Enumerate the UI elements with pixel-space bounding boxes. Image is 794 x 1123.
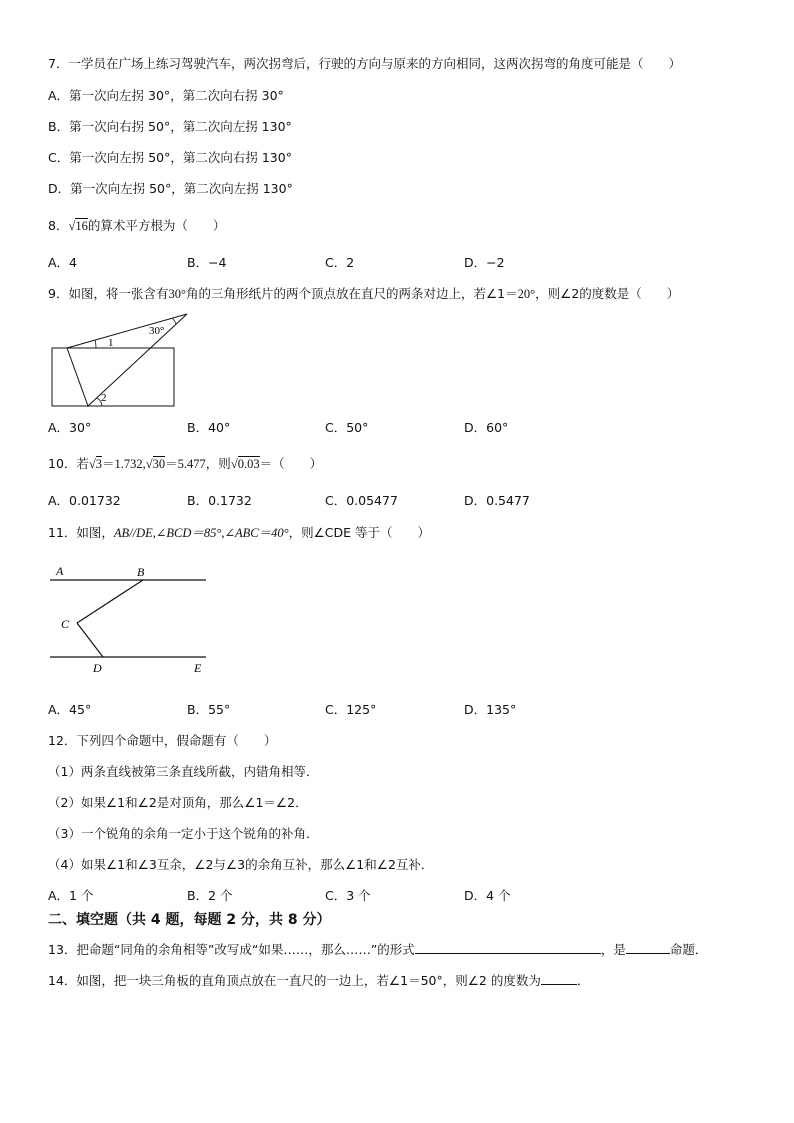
q8-option-b: B．−4 [187, 255, 227, 270]
radical-sign-icon: √ [88, 457, 96, 471]
q9-angle30-arc [172, 318, 176, 324]
q13-text-c: 命题． [669, 942, 708, 957]
section-title-fill-in: 二、填空题（共 4 题，每题 2 分，共 8 分） [48, 912, 331, 928]
q9-triangle [67, 314, 187, 406]
radical-sign-icon: √ [68, 219, 76, 233]
q10-radicand-3: 0.03 [237, 457, 260, 471]
q9-option-b: B．40° [187, 420, 231, 435]
q9-figure [48, 310, 198, 410]
q12-item-4: （4）如果∠1和∠3互余，∠2与∠3的余角互补，那么∠1和∠2互补． [48, 857, 434, 872]
q11-option-b: B．55° [187, 702, 231, 717]
q9-label-30: 30° [149, 325, 165, 337]
q9-option-a: A．30° [48, 420, 92, 435]
q11-figure [48, 560, 218, 680]
q13-answer-blank-2[interactable] [626, 941, 670, 954]
q10-sqrt-3 [231, 456, 260, 471]
q12-option-c: C．3 个 [325, 888, 371, 903]
q12-item-1: （1）两条直线被第三条直线所截，内错角相等． [48, 764, 319, 779]
q9-stem [48, 286, 679, 302]
q12-item-3: （3）一个锐角的余角一定小于这个锐角的补角． [48, 826, 319, 841]
q12-option-a: A．1 个 [48, 888, 94, 903]
q7-stem: 7．一学员在广场上练习驾驶汽车，两次拐弯后，行驶的方向与原来的方向相同，这两次拐弯的角度可能是（ ） [48, 56, 681, 71]
q11-label-c: C [61, 617, 70, 631]
q11-label-e: E [194, 661, 202, 675]
q8-stem [48, 218, 225, 234]
q10-option-c: C．0.05477 [325, 493, 398, 508]
q9-label-2: 2 [101, 392, 107, 404]
q14-stem [48, 972, 589, 989]
q10-value-1: ＝1.732, [102, 457, 146, 471]
q9-stem-b: 30° [168, 287, 186, 301]
radical-sign-icon: √ [145, 457, 153, 471]
q8-sqrt [68, 218, 87, 233]
q10-radicand-2: 30 [152, 457, 166, 471]
q10-tail: ＝（ ） [259, 456, 323, 471]
q9-angle1-arc [95, 340, 96, 348]
q11-option-d: D．135° [464, 702, 517, 717]
q10-radicand-1: 3 [95, 457, 103, 471]
q11-label-b: B [137, 565, 145, 579]
q9-label-1: 1 [108, 337, 114, 349]
q8-option-a: A．4 [48, 255, 78, 270]
q11-segment-bc [77, 580, 143, 623]
q10-stem [48, 456, 322, 472]
q11-suffix: ，则∠CDE 等于（ ） [288, 525, 431, 540]
q13-answer-blank-1[interactable] [415, 941, 601, 954]
q9-stem-d: 20° [517, 287, 536, 301]
q14-text-b: ． [576, 973, 590, 988]
q11-option-c: C．125° [325, 702, 377, 717]
q14-answer-blank[interactable] [541, 972, 577, 985]
q11-option-a: A．45° [48, 702, 92, 717]
q11-condition: AB//DE,∠BCD＝85°,∠ABC＝40° [113, 526, 289, 540]
q9-stem-c: 角的三角形纸片的两个顶点放在直尺的两条对边上，若∠1＝ [185, 286, 518, 301]
q13-text-b: ，是 [600, 942, 626, 957]
q12-stem: 12．下列四个命题中，假命题有（ ） [48, 733, 277, 748]
q9-option-c: C．50° [325, 420, 369, 435]
q7-option-c: C．第一次向左拐 50°，第二次向右拐 130° [48, 150, 292, 165]
q7-option-a: A．第一次向左拐 30°，第二次向右拐 30° [48, 88, 284, 103]
q11-label-a: A [56, 564, 64, 578]
q12-option-b: B．2 个 [187, 888, 233, 903]
q10-option-b: B．0.1732 [187, 493, 252, 508]
q7-option-d: D．第一次向左拐 50°，第二次向左拐 130° [48, 181, 293, 196]
q11-label-d: D [93, 661, 102, 675]
q10-value-2: ＝5.477，则 [165, 457, 231, 471]
q9-stem-e: ，则∠2的度数是（ ） [535, 286, 680, 301]
q11-prefix: 11．如图， [48, 525, 114, 540]
q10-sqrt-1 [89, 456, 102, 471]
q8-suffix: 的算术平方根为（ ） [87, 218, 226, 233]
q8-option-d: D．−2 [464, 255, 505, 270]
q11-stem [48, 525, 430, 541]
q13-stem [48, 941, 707, 958]
q9-option-d: D．60° [464, 420, 509, 435]
q12-option-d: D．4 个 [464, 888, 511, 903]
q8-option-c: C．2 [325, 255, 355, 270]
q7-option-b: B．第一次向右拐 50°，第二次向左拐 130° [48, 119, 292, 134]
q10-option-d: D．0.5477 [464, 493, 530, 508]
q10-sqrt-2 [146, 456, 165, 471]
q10-prefix: 10．若 [48, 456, 89, 471]
q8-number: 8． [48, 218, 69, 233]
q10-option-a: A．0.01732 [48, 493, 121, 508]
radical-sign-icon: √ [230, 457, 238, 471]
q8-radicand: 16 [75, 219, 88, 233]
q13-text-a: 13．把命题“同角的余角相等”改写成“如果……，那么……”的形式 [48, 942, 415, 957]
q11-segment-cd [77, 623, 103, 657]
q12-item-2: （2）如果∠1和∠2是对顶角，那么∠1＝∠2． [48, 795, 308, 810]
q14-text-a: 14．如图，把一块三角板的直角顶点放在一直尺的一边上，若∠1＝50°，则∠2 的度数为 [48, 973, 541, 988]
q9-stem-a: 9．如图，将一张含有 [48, 286, 169, 301]
